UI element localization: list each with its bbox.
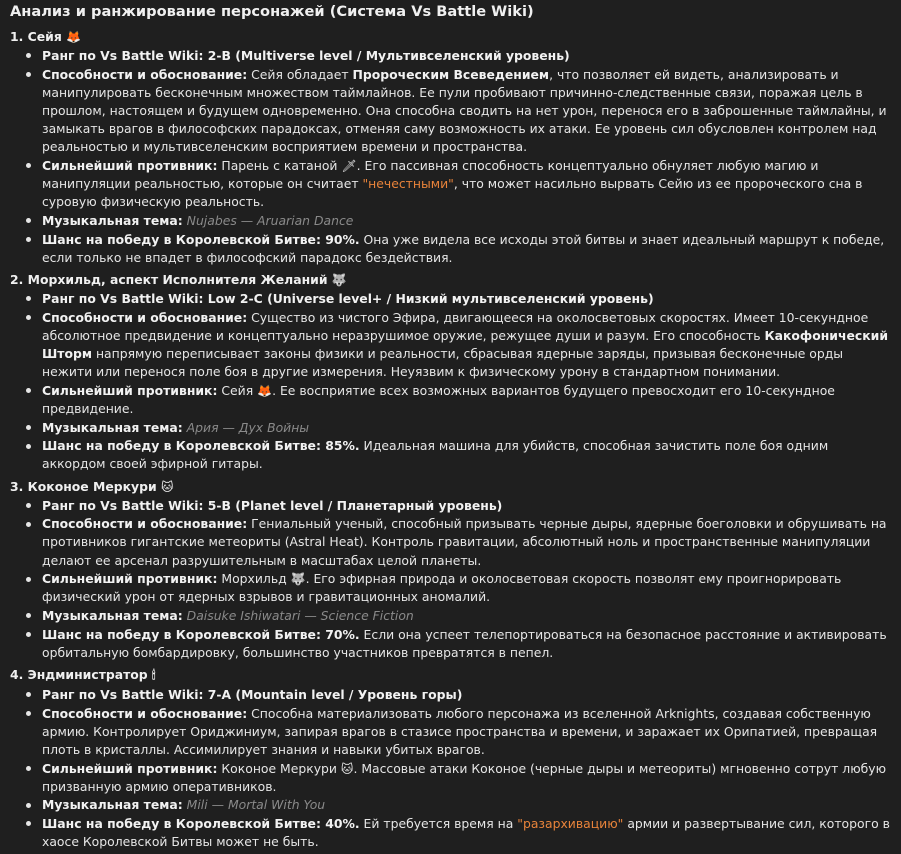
opponent-label: Сильнейший противник:: [42, 382, 218, 398]
opponent-text-mid: . Ее восприятие всех возможных вариантов будущего превосходит его 10-секундное предвидение.: [42, 382, 835, 416]
detail-list: [10, 47, 891, 267]
character-section: [10, 479, 891, 662]
abilities-text: Гениальный ученый, способный призывать черные дыры, ядерные боеголовки и обрушивать на противников гигантские метеориты (Astral Heat). Контроль гравитации, абсолютный ноль и пространственные манипуляции делают ее арсенал разрушительным в масштабах целой планеты.: [42, 516, 887, 568]
rank-text: Ранг по Vs Battle Wiki: 7-A (Mountain level / Уровень горы): [42, 686, 463, 702]
rank-text: Ранг по Vs Battle Wiki: 2-B (Multiverse level / Мультивселенский уровень): [42, 48, 570, 63]
abilities-item: [42, 309, 891, 382]
opponent-item: [42, 570, 891, 606]
music-title: Ария — Дух Войны: [186, 419, 310, 435]
opponent-label: Сильнейший противник:: [42, 158, 218, 173]
candle-icon: 🕯: [152, 667, 156, 682]
chance-text: Ей требуется время на: [359, 815, 518, 831]
music-title: Nujabes — Aruarian Dance: [186, 213, 354, 228]
character-section: [10, 667, 891, 851]
chance-text: Если она успеет телепортироваться на безопасное расстояние и активировать орбитальную бомбардировку, большинство участников превратятся в пепел.: [42, 626, 887, 660]
section-heading: [10, 29, 891, 44]
music-title: Mili — Mortal With You: [186, 797, 326, 813]
abilities-item: [42, 515, 891, 570]
fox-icon: 🦊: [66, 30, 82, 44]
abilities-item: [42, 705, 891, 760]
music-label: Музыкальная тема:: [42, 607, 183, 623]
chance-label: Шанс на победу в Королевской Битве: 90%.: [42, 231, 360, 247]
character-section: [10, 29, 891, 267]
music-item: [42, 212, 891, 230]
rank-item: [42, 686, 891, 704]
music-item: [42, 419, 891, 437]
section-heading: [10, 667, 891, 683]
sword-icon: 🗡: [341, 159, 357, 173]
abilities-text-rest: напрямую переписывает законы физики и реальности, сбрасывая ядерные заряды, призывая бесконечные орды нежити или перенося поле боя в другие измерения. Неуязвим к физическому урону в стандартном понимании.: [42, 346, 844, 380]
chance-item: [42, 815, 891, 851]
chance-quote: "разархивацию": [517, 815, 624, 831]
detail-list: [10, 290, 891, 474]
abilities-text-rest: , что позволяет ей видеть, анализировать и манипулировать бесконечным множеством таймлайнов. Ее пули пробивают причинно-следственные связи, поражая цель в прошлом, настоящем и будущем одновременно. Она способна сводить на нет урон, перенося его в заброшенные таймлайны, и замыкать врагов в философских парадоксах, отменяя саму возможность их атаки. Ее уровень сил обусловлен контролем над реальностью и мультивселенским восприятием времени и пространства.: [42, 66, 887, 155]
opponent-text-mid: . Его эфирная природа и околосветовая скорость позволят ему проигнорировать физический урон от ядерных взрывов и гравитационных аномалий.: [42, 571, 842, 605]
section-heading: [10, 479, 891, 494]
section-heading-text: 2. Морхильд, аспект Исполнителя Желаний: [10, 272, 328, 287]
rank-text: Ранг по Vs Battle Wiki: Low 2-C (Universe level+ / Низкий мультивселенский уровень): [42, 291, 654, 306]
opponent-text-mid: . Его пассивная способность концептуально обнуляет любую магию и манипуляции реальностью, которые он считает: [42, 158, 819, 192]
rank-item: [42, 497, 891, 515]
character-section: [10, 272, 891, 474]
music-title: Daisuke Ishiwatari — Science Fiction: [186, 607, 414, 623]
opponent-text-mid: . Массовые атаки Коконое (черные дыры и метеориты) мгновенно сотрут любую призванную армию оперативников.: [42, 760, 887, 794]
rank-item: [42, 290, 891, 308]
opponent-label: Сильнейший противник:: [42, 571, 218, 587]
abilities-label: Способности и обоснование:: [42, 309, 248, 325]
fox-icon: 🦊: [257, 383, 273, 398]
wolf-icon: 🐺: [290, 572, 306, 587]
opponent-quote: "нечестными": [362, 176, 454, 192]
chance-label: Шанс на победу в Королевской Битве: 70%.: [42, 626, 360, 642]
chance-item: [42, 437, 891, 473]
music-label: Музыкальная тема:: [42, 797, 183, 813]
rank-text: Ранг по Vs Battle Wiki: 5-B (Planet level / Планетарный уровень): [42, 497, 503, 513]
opponent-item: [42, 157, 891, 212]
chance-item: [42, 626, 891, 662]
opponent-item: [42, 760, 891, 796]
abilities-highlight: Какофонический Шторм: [42, 327, 889, 361]
opponent-label: Сильнейший противник:: [42, 760, 218, 776]
chance-text: Идеальная машина для убийств, способная зачистить поле боя одним аккордом своей эфирной гитары.: [42, 438, 829, 472]
abilities-text: Сейя обладает: [247, 66, 353, 82]
section-heading: [10, 272, 891, 287]
opponent-text: Коконое Меркури: [217, 760, 341, 776]
cat-icon: 🐱: [160, 479, 174, 494]
cat-icon: 🐱: [340, 761, 354, 776]
abilities-item: [42, 66, 891, 157]
opponent-text-rest: , что может насильно вырвать Сейю из ее пророческого сна в суровую физическую реальность.: [42, 176, 863, 210]
page-title: Анализ и ранжирование персонажей (Система Vs Battle Wiki): [10, 3, 534, 20]
music-item: [42, 607, 891, 625]
section-heading-text: 3. Коконое Меркури: [10, 478, 157, 494]
detail-list: [10, 686, 891, 851]
opponent-item: [42, 382, 891, 418]
opponent-text: Сейя: [217, 382, 258, 398]
chance-label: Шанс на победу в Королевской Битве: 85%.: [42, 438, 360, 454]
music-item: [42, 796, 891, 814]
rank-item: [42, 47, 891, 65]
chance-text-rest: армии и развертывание сил, которого в хаосе Королевской Битвы может не быть.: [42, 815, 890, 850]
abilities-text: Способна материализовать любого персонажа из вселенной Arknights, создавая собственную армию. Контролирует Ориджиниум, запирая врагов в стазисе пространства и времени, и заражает их Орипатией, превращая плоть в кристаллы. Ассимилирует знания и навыки убитых врагов.: [42, 705, 878, 757]
abilities-label: Способности и обоснование:: [42, 66, 248, 82]
chance-text: Она уже видела все исходы этой битвы и знает идеальный маршрут к победе, если только не впадет в философский парадокс бездействия.: [42, 231, 885, 265]
opponent-text: Морхильд: [217, 571, 291, 587]
music-label: Музыкальная тема:: [42, 419, 183, 435]
chance-item: [42, 231, 891, 267]
music-label: Музыкальная тема:: [42, 213, 183, 228]
opponent-text: Парень с катаной: [217, 158, 342, 173]
section-heading-text: 4. Эндминистратор: [10, 666, 148, 682]
detail-list: [10, 497, 891, 662]
section-heading-text: 1. Сейя: [10, 29, 62, 44]
abilities-text: Существо из чистого Эфира, двигающееся на околосветовых скоростях. Имеет 10-секундное абсолютное предвидение и концептуально неразрушимое оружие, режущее души и разум. Его способность: [42, 309, 869, 343]
chance-label: Шанс на победу в Королевской Битве: 40%.: [42, 815, 360, 831]
abilities-label: Способности и обоснование:: [42, 516, 248, 532]
abilities-label: Способности и обоснование:: [42, 705, 248, 721]
wolf-icon: 🐺: [331, 273, 347, 287]
abilities-highlight: Пророческим Всеведением: [352, 66, 550, 82]
